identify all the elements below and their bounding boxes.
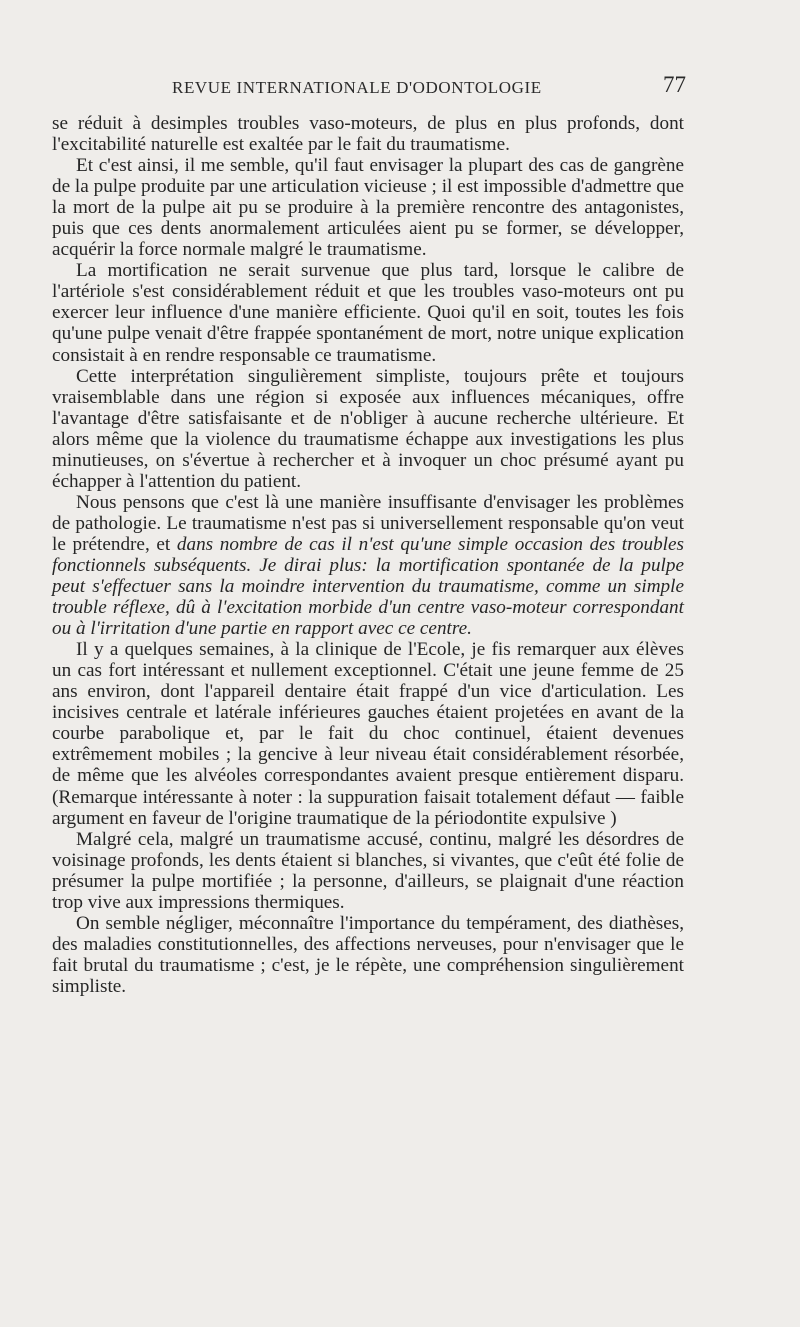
paragraph-4: Cette interprétation singulièrement simpliste, toujours prête et toujours vraisemblable dans une région si exposée aux influences mécaniques, offre l'avantage d'être satisfaisante et de n'obliger à aucune recherche ultérieure. Et alors même que la violence du traumatisme échappe aux investigations les plus minutieuses, on s'évertue à rechercher et à invoquer un choc présumé ayant pu échapper à l'attention du patient. xyxy=(52,365,684,492)
paragraph-5-lead: Nous pensons que c'est là une manière insuffisante d'envisager les problèmes de pathologie. Le traumatisme n'est pas si universellement responsable qu'on veut le prétendre, et xyxy=(52,491,684,555)
paragraph-7: Malgré cela, malgré un traumatisme accusé, continu, malgré les désordres de voisinage profonds, les dents étaient si blanches, si vivantes, que c'eût été folie de présumer la pulpe mortifiée ; la personne, d'ailleurs, se plaignait d'une réaction trop vive aux impressions thermiques. xyxy=(52,828,684,913)
running-title: REVUE INTERNATIONALE D'ODONTOLOGIE xyxy=(172,78,542,97)
body-text xyxy=(52,113,684,997)
paragraph-5 xyxy=(52,492,684,639)
paragraph-2: Et c'est ainsi, il me semble, qu'il faut envisager la plupart des cas de gangrène de la pulpe produite par une articulation vicieuse ; il est impossible d'admettre que la mort de la pulpe ait pu se produire à la première rencontre des antagonistes, puis que ces dents anormalement articulées aient pu se former, se développer, acquérir la force normale malgré le traumatisme. xyxy=(52,155,684,261)
paragraph-6: Il y a quelques semaines, à la clinique de l'Ecole, je fis remarquer aux élèves un cas fort intéressant et nullement exceptionnel. C'était une jeune femme de 25 ans environ, dont l'appareil dentaire était frappé d'un vice d'articulation. Les incisives centrale et latérale inférieures gauches étaient projetées en avant de la courbe parabolique et, par le fait du choc continuel, étaient devenues extrêmement mobiles ; la gencive à leur niveau était considérablement résorbée, de même que les alvéoles correspondantes avaient presque entièrement disparu. (Remarque intéressante à noter : la suppuration faisait totalement défaut — faible argument en faveur de l'origine traumatique de la périodontite expulsive ) xyxy=(52,639,684,829)
paragraph-3: La mortification ne serait survenue que plus tard, lorsque le calibre de l'artériole s'est considérablement réduit et que les troubles vaso-moteurs ont pu exercer leur influence d'une manière efficiente. Quoi qu'il en soit, toutes les fois qu'une pulpe venait d'être frappée spontanément de mort, notre unique explication consistait à en rendre responsable ce traumatisme. xyxy=(52,260,684,366)
page-number: 77 xyxy=(663,72,686,97)
paragraph-1: se réduit à desimples troubles vaso-moteurs, de plus en plus profonds, dont l'excitabilité naturelle est exaltée par le fait du traumatisme. xyxy=(52,113,684,156)
paragraph-5-italic: dans nombre de cas il n'est qu'une simple occasion des troubles fonctionnels subséquents. Je dirai plus: la mortification spontanée de la pulpe peut s'effectuer sans la moindre intervention du traumatisme, comme un simple trouble réflexe, dû à l'excitation morbide d'un centre vaso-moteur correspondant ou à l'irritation d'une partie en rapport avec ce centre. xyxy=(52,533,684,640)
paragraph-8: On semble négliger, méconnaître l'importance du tempérament, des diathèses, des maladies constitutionnelles, des affections nerveuses, pour n'envisager que le fait brutal du traumatisme ; c'est, je le répète, une compréhension singulièrement simpliste. xyxy=(52,912,684,997)
